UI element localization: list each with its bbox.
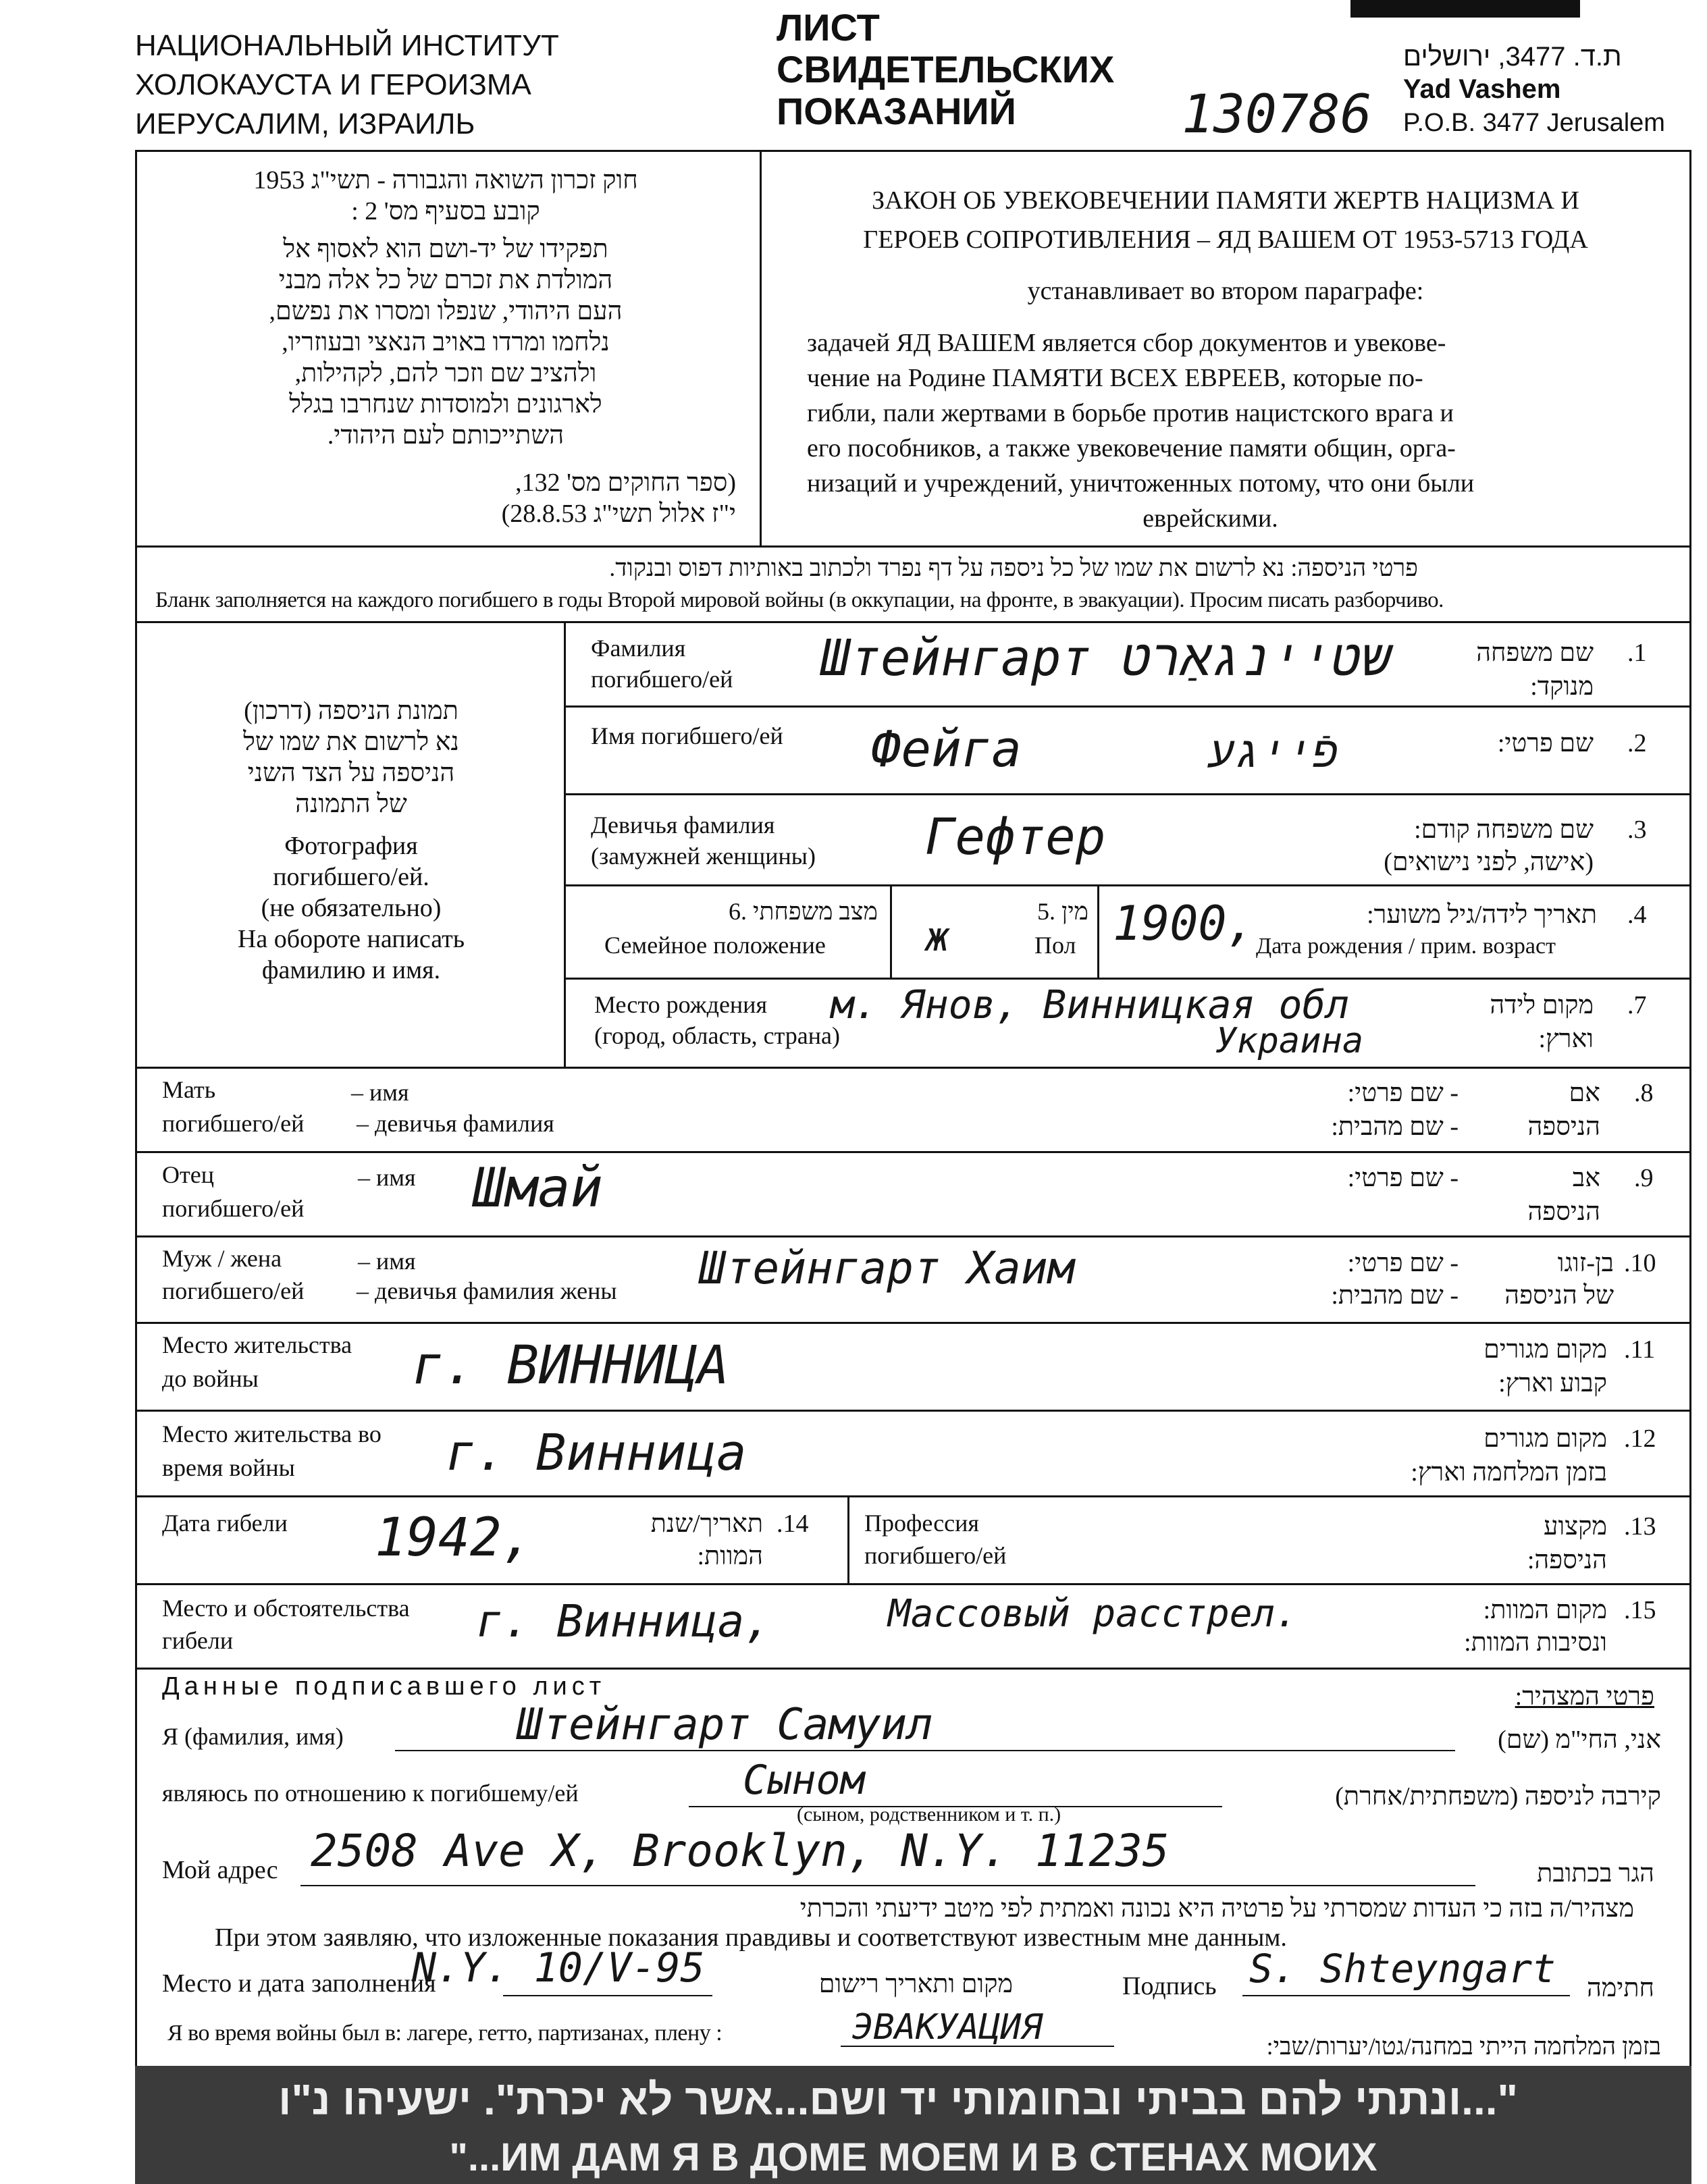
address-english-2: P.O.B. 3477 Jerusalem bbox=[1403, 109, 1665, 137]
field-label-he: בזמן המלחמה וארץ: bbox=[1411, 1458, 1607, 1487]
field-label-he: אם bbox=[1569, 1079, 1600, 1107]
field-label-ru: погибшего/ей bbox=[864, 1542, 1007, 1569]
photo-area[interactable] bbox=[142, 695, 560, 986]
field-label-ru: Место и обстоятельства bbox=[162, 1595, 410, 1622]
field-number: .5 bbox=[1037, 898, 1056, 925]
field-value[interactable]: Штейнгарт שטיינגאַרט bbox=[820, 629, 1392, 687]
address-hebrew: ת.ד. 3477, ירושלים bbox=[1403, 42, 1622, 72]
law-he-line: לארגונים ולמוסדות שנחרבו בגלל bbox=[289, 390, 602, 419]
field-sublabel-he: - שם פרטי: bbox=[1347, 1249, 1459, 1277]
field-label-he: הניספה bbox=[1527, 1198, 1600, 1226]
field-label-ru: (замужней женщины) bbox=[591, 843, 816, 870]
law-ru-line: чение на Родине ПАМЯТИ ВСЕХ ЕВРЕЕВ, которые по- bbox=[807, 364, 1423, 392]
field-label-ru: погибшего/ей bbox=[591, 666, 733, 693]
submitter-address-label: Мой адрес bbox=[162, 1856, 278, 1884]
instructions-hebrew: פרטי הניספה: נא לרשום את שמו של כל ניספה על דף נפרד ולכתוב באותיות דפוס ובנקוד. bbox=[609, 554, 1418, 581]
field-number: .2 bbox=[1627, 729, 1647, 757]
declaration-ru: При этом заявляю, что изложенные показания правдивы и соответствуют известным мне данным. bbox=[215, 1923, 1287, 1952]
field-label-ru: Семейное положение bbox=[604, 932, 826, 959]
law-he-line: העם היהודי, שנפלו ומסרו את נפשם, bbox=[269, 297, 623, 325]
place-date-label-he: מקום ותאריך רישום bbox=[818, 1970, 1013, 1998]
field-label-he: בן-זוגו bbox=[1557, 1249, 1614, 1277]
photo-he-line: תמונת הניספה (דרכון) bbox=[244, 697, 458, 725]
title-line-3: ПОКАЗАНИЙ bbox=[777, 90, 1016, 132]
field-value-secondary[interactable]: Украина bbox=[1215, 1021, 1364, 1061]
field-label-he: הניספה bbox=[1527, 1113, 1600, 1141]
field-label-ru: Дата рождения / прим. возраст bbox=[1256, 934, 1556, 959]
field-label-he: קבוע וארץ: bbox=[1498, 1369, 1607, 1397]
field-label-ru: Место рождения bbox=[594, 991, 768, 1018]
submitter-relation-label: являюсь по отношению к погибшему/ей bbox=[162, 1780, 579, 1807]
field-label-ru: (город, область, страна) bbox=[594, 1022, 840, 1049]
field-label-he: מנוקד: bbox=[1530, 672, 1594, 701]
field-sublabel-he: - שם פרטי: bbox=[1347, 1164, 1459, 1192]
field-number: .12 bbox=[1624, 1424, 1656, 1453]
field-label-he: שם משפחה bbox=[1476, 639, 1594, 667]
sheet-number: 130786 bbox=[1182, 84, 1372, 145]
signature-label-he: חתימה bbox=[1586, 1974, 1654, 2002]
field-label-ru: погибшего/ей bbox=[162, 1277, 305, 1304]
law-ru-sub: устанавливает во втором параграфе: bbox=[1027, 277, 1424, 305]
field-label-ru: Фамилия bbox=[591, 635, 686, 662]
photo-he-line: הניספה על הצד השני bbox=[247, 759, 455, 787]
institute-line-3: ИЕРУСАЛИМ, ИЗРАИЛЬ bbox=[135, 107, 475, 140]
law-ru-body bbox=[777, 325, 1675, 536]
law-he-line: קובע בסעיף מס' 2 : bbox=[351, 197, 540, 225]
field-label-he: וארץ: bbox=[1538, 1025, 1594, 1053]
field-label-he-text: מין bbox=[1061, 898, 1088, 925]
photo-ru-line: (не обязательно) bbox=[261, 894, 442, 922]
war-status-value[interactable]: ЭВАКУАЦИЯ bbox=[852, 2007, 1043, 2048]
field-label-he: שם משפחה קודם: bbox=[1414, 816, 1594, 844]
field-value[interactable]: Фейга bbox=[871, 720, 1022, 778]
field-label-he: מקום מגורים bbox=[1483, 1424, 1607, 1453]
field-sublabel-he: - שם מהבית: bbox=[1331, 1281, 1459, 1310]
law-ru-line: низаций и учреждений, уничтоженных потому, что они были bbox=[807, 469, 1475, 498]
law-he-line: חוק זכרון השואה והגבורה - תשי"ג 1953 bbox=[253, 166, 638, 194]
address-english-1: Yad Vashem bbox=[1403, 74, 1561, 104]
field-label-ru: Место жительства bbox=[162, 1331, 352, 1358]
signature-label: Подпись bbox=[1122, 1972, 1217, 2000]
field-number: .15 bbox=[1624, 1596, 1656, 1624]
field-number: .9 bbox=[1634, 1164, 1654, 1192]
submitter-relation-value[interactable]: Сыном bbox=[743, 1757, 865, 1804]
law-ru-title: ЗАКОН ОБ УВЕКОВЕЧЕНИИ ПАМЯТИ ЖЕРТВ НАЦИЗМА И bbox=[872, 186, 1579, 215]
field-label-he: מקום מגורים bbox=[1483, 1335, 1607, 1364]
field-number: .11 bbox=[1624, 1335, 1656, 1364]
field-label-he: אב bbox=[1572, 1164, 1600, 1192]
institute-line-2: ХОЛОКАУСТА И ГЕРОИЗМА bbox=[135, 68, 531, 101]
submitter-heading: Данные подписавшего лист bbox=[162, 1672, 606, 1701]
law-hebrew bbox=[155, 165, 736, 529]
field-label-he: המוות: bbox=[697, 1542, 763, 1570]
field-label-he: תאריך/שנת bbox=[650, 1510, 763, 1538]
submitter-address-value[interactable]: 2508 Ave X, Brooklyn, N.Y. 11235 bbox=[311, 1825, 1170, 1877]
field-label-ru: погибшего/ей bbox=[162, 1110, 305, 1137]
photo-ru-line: Фотография bbox=[284, 832, 418, 860]
place-date-value[interactable]: N.Y. 10/V-95 bbox=[412, 1944, 705, 1992]
field-label-ru: Место жительства во bbox=[162, 1420, 382, 1447]
submitter-name-label: Я (фамилия, имя) bbox=[162, 1723, 344, 1750]
field-label-ru: погибшего/ей bbox=[162, 1195, 305, 1222]
field-label-he: תאריך לידה/גיל משוער: bbox=[1367, 901, 1597, 929]
instructions-russian: Бланк заполняется на каждого погибшего в годы Второй мировой войны (в оккупации, на фронте, в эвакуации). Просим писать разборчиво. bbox=[155, 588, 1444, 612]
war-status-label: Я во время войны был в: лагере, гетто, партизанах, плену : bbox=[167, 2021, 723, 2046]
field-label-ru: Муж / жена bbox=[162, 1245, 282, 1272]
field-label-he: מקצוע bbox=[1544, 1512, 1607, 1541]
law-he-line: נלחמו ומרדו באויב הנאצי ובעוזריו, bbox=[282, 328, 610, 356]
field-label-ru: Девичья фамилия bbox=[591, 811, 775, 838]
field-value-secondary[interactable]: פֿייגע bbox=[1209, 728, 1339, 778]
title-line-1: ЛИСТ bbox=[777, 6, 880, 49]
law-he-line: תפקידו של יד-ושם הוא לאסוף אל bbox=[283, 235, 608, 263]
field-sublabel-ru: – имя bbox=[358, 1248, 416, 1275]
field-number: .7 bbox=[1627, 991, 1647, 1019]
photo-ru-line: На обороте написать bbox=[237, 925, 465, 953]
field-label-he: שם פרטי: bbox=[1497, 729, 1594, 757]
field-label-ru: гибели bbox=[162, 1627, 234, 1654]
photo-ru-line: фамилию и имя. bbox=[261, 956, 441, 984]
field-value-secondary[interactable]: Массовый расстрел. bbox=[888, 1592, 1298, 1636]
field-number: .4 bbox=[1627, 901, 1647, 929]
submitter-heading-he: פרטי המצהיר: bbox=[1515, 1682, 1654, 1711]
law-ru-title: ГЕРОЕВ СОПРОТИВЛЕНИЯ – ЯД ВАШЕМ ОТ 1953-5713 ГОДА bbox=[863, 225, 1588, 254]
law-russian bbox=[777, 181, 1675, 536]
field-label-ru: до войны bbox=[162, 1365, 259, 1392]
field-number: .14 bbox=[777, 1510, 809, 1538]
field-label-ru: Имя погибшего/ей bbox=[591, 722, 783, 749]
field-label-ru: Дата гибели bbox=[162, 1510, 288, 1537]
submitter-relation-hint: (сыном, родственником и т. п.) bbox=[797, 1803, 1061, 1826]
submitter-address-label-he: הגר בכתובת bbox=[1537, 1859, 1654, 1888]
logo-mark bbox=[1350, 0, 1580, 18]
photo-ru-line: погибшего/ей. bbox=[273, 863, 429, 891]
field-sublabel-ru: – имя bbox=[358, 1164, 416, 1191]
field-number: .6 bbox=[729, 898, 747, 925]
institute-line-1: НАЦИОНАЛЬНЫЙ ИНСТИТУТ bbox=[135, 29, 559, 62]
field-label-ru: Пол bbox=[1034, 932, 1076, 959]
field-value[interactable]: г. Винница, bbox=[476, 1595, 772, 1647]
law-he-line: המולדת את זכרם של כל אלה מבני bbox=[278, 266, 613, 294]
field-value[interactable]: ж bbox=[925, 913, 950, 961]
field-value[interactable]: Гефтер bbox=[925, 808, 1106, 866]
declaration-he: מצהיר/ה בזה כי העדות שמסרתי על פרטיה היא נכונה ואמתית לפי מיטב ידיעתי והכרתי bbox=[799, 1894, 1634, 1923]
field-number: .3 bbox=[1627, 816, 1647, 844]
law-ru-line: его пособников, а также увековечение памяти общин, орга- bbox=[807, 434, 1456, 462]
field-label-ru: время войны bbox=[162, 1454, 295, 1481]
law-he-line: (ספר החוקים מס' 132, bbox=[515, 469, 736, 497]
law-ru-line: задачей ЯД ВАШЕМ является сбор документов и увекове- bbox=[807, 329, 1446, 357]
field-value[interactable]: м. Янов, Винницкая обл bbox=[831, 982, 1350, 1028]
law-ru-line: гибли, пали жертвами в борьбе против нацистского врага и bbox=[807, 399, 1454, 427]
field-label-he bbox=[1013, 897, 1088, 926]
field-number: .1 bbox=[1627, 639, 1647, 667]
submitter-name-value[interactable]: Штейнгарт Самуил bbox=[517, 1700, 933, 1750]
place-date-label: Место и дата заполнения bbox=[162, 1969, 436, 1998]
field-label-ru: Мать bbox=[162, 1076, 216, 1103]
field-label-he: של הניספה bbox=[1504, 1281, 1614, 1310]
field-label-he: (אישה, לפני נישואים) bbox=[1384, 848, 1594, 876]
field-label-he: מקום המוות: bbox=[1483, 1596, 1607, 1624]
quote-russian: "...ИМ ДАМ Я В ДОМЕ МОЕМ И В СТЕНАХ МОИХ bbox=[449, 2135, 1377, 2179]
field-value[interactable]: Шмай bbox=[473, 1156, 603, 1219]
field-value[interactable]: г. ВИННИЦА bbox=[412, 1335, 729, 1396]
photo-he-line: של התמונה bbox=[295, 790, 407, 818]
field-number: .8 bbox=[1634, 1079, 1654, 1107]
law-ru-line: еврейскими. bbox=[1143, 504, 1278, 533]
field-sublabel-ru: – девичья фамилия жены bbox=[357, 1277, 617, 1304]
photo-he-line: נא לרשום את שמו של bbox=[243, 728, 459, 756]
field-value[interactable]: г. Винница bbox=[446, 1424, 747, 1482]
quote-banner bbox=[135, 2066, 1691, 2184]
field-label-he: הניספה: bbox=[1527, 1546, 1607, 1574]
field-number: .13 bbox=[1624, 1512, 1656, 1541]
field-value[interactable]: Штейнгарт Хаим bbox=[699, 1242, 1075, 1294]
submitter-relation-label-he: קירבה לניספה (משפחתית/אחרת) bbox=[1335, 1782, 1661, 1811]
field-sublabel-ru: – имя bbox=[351, 1079, 409, 1106]
submitter-name-label-he: אני, החי"מ (שם) bbox=[1498, 1726, 1661, 1754]
law-he-line: ולהציב שם וזכר להם, לקהילות, bbox=[294, 359, 597, 388]
title-line-2: СВИДЕТЕЛЬСКИХ bbox=[777, 48, 1115, 90]
war-status-label-he: בזמן המלחמה הייתי במחנה/גטו/יערות/שבי: bbox=[1266, 2033, 1661, 2060]
signature-value[interactable]: S. Shteyngart bbox=[1249, 1946, 1556, 1992]
field-label-he: ונסיבות המוות: bbox=[1464, 1628, 1607, 1657]
field-label-he-text: מצב משפחתי bbox=[753, 898, 878, 925]
field-number: .10 bbox=[1624, 1249, 1656, 1277]
field-label-he bbox=[581, 897, 878, 926]
field-label-he: מקום לידה bbox=[1490, 991, 1594, 1019]
field-value[interactable]: 1900, bbox=[1113, 896, 1255, 951]
quote-hebrew: "...ונתתי להם בביתי ובחומותי יד ושם...אשר לא יכרת". ישעיהו נ"ו bbox=[278, 2075, 1518, 2124]
field-sublabel-ru: – девичья фамилия bbox=[357, 1110, 554, 1137]
law-he-line: השתייכותם לעם היהודי. bbox=[327, 421, 564, 450]
field-label-ru: Профессия bbox=[864, 1510, 979, 1537]
field-sublabel-he: - שם פרטי: bbox=[1347, 1079, 1459, 1107]
field-sublabel-he: - שם מהבית: bbox=[1331, 1113, 1459, 1141]
field-label-ru: Отец bbox=[162, 1161, 214, 1188]
law-he-line: י"ז אלול תשי"ג 28.8.53) bbox=[501, 500, 736, 528]
field-value[interactable]: 1942, bbox=[375, 1508, 533, 1568]
